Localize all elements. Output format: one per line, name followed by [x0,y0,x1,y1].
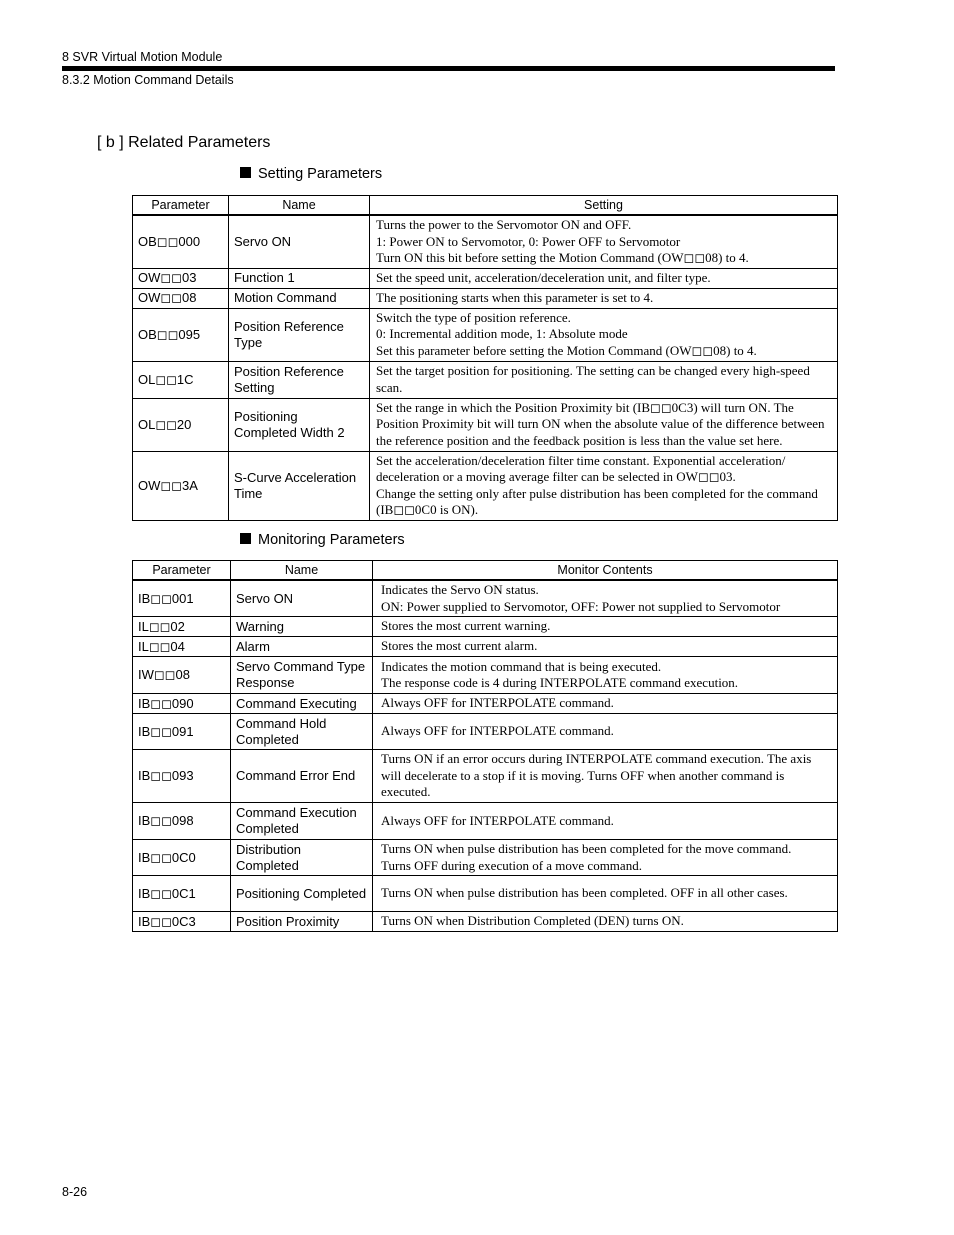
param-cell: IB◻◻098 [133,803,231,840]
table-row [133,803,838,840]
param-cell: OB◻◻000 [133,215,229,268]
monitoring-parameters-heading [240,532,405,548]
contents-cell: Always OFF for INTERPOLATE command. [373,714,838,750]
table-row [133,451,838,520]
column-header-parameter: Parameter [133,196,229,216]
param-cell: OW◻◻3A [133,451,229,520]
contents-cell: Always OFF for INTERPOLATE command. [373,694,838,714]
section-title: [ b ] Related Parameters [97,134,271,151]
table-row [133,308,838,361]
header-rule [62,66,835,71]
name-cell: Command Execution Completed [231,803,373,840]
param-cell: IB◻◻091 [133,714,231,750]
table-row [133,398,838,451]
name-cell: Positioning Completed Width 2 [229,398,370,451]
contents-cell: Indicates the Servo ON status. ON: Power supplied to Servomotor, OFF: Power not supplied to Servomotor [373,580,838,617]
param-cell: IB◻◻0C0 [133,840,231,876]
table-row [133,288,838,308]
param-cell: IB◻◻0C1 [133,876,231,912]
param-cell: OW◻◻03 [133,268,229,288]
table-row [133,580,838,617]
table-header-row [133,196,838,216]
setting-cell: Turns the power to the Servomotor ON and OFF. 1: Power ON to Servomotor, 0: Power OFF to Servomotor Turn ON this bit before setting the Motion Command (OW◻◻08) to 4. [370,215,838,268]
table-row [133,714,838,750]
contents-cell: Always OFF for INTERPOLATE command. [373,803,838,840]
name-cell: Servo Command Type Response [231,657,373,694]
param-cell: IB◻◻090 [133,694,231,714]
chapter-header: 8 SVR Virtual Motion Module [62,50,223,64]
column-header-name: Name [229,196,370,216]
contents-cell: Turns ON when pulse distribution has been completed. OFF in all other cases. [373,876,838,912]
contents-cell: Turns ON if an error occurs during INTERPOLATE command execution. The axis will decelerate to a stop if it is moving. Turns OFF when another command is executed. [373,750,838,803]
contents-cell: Stores the most current alarm. [373,637,838,657]
name-cell: Command Executing [231,694,373,714]
table-row [133,617,838,637]
setting-parameters-heading [240,166,382,182]
param-cell: OW◻◻08 [133,288,229,308]
name-cell: Servo ON [229,215,370,268]
setting-cell: The positioning starts when this parameter is set to 4. [370,288,838,308]
subsection-header: 8.3.2 Motion Command Details [62,73,234,87]
column-header-name: Name [231,561,373,581]
table-row [133,876,838,912]
param-cell: IL◻◻04 [133,637,231,657]
table-row [133,268,838,288]
name-cell: Position Reference Setting [229,361,370,398]
setting-parameters-table [132,195,838,521]
square-bullet-icon [240,167,251,178]
monitoring-parameters-title: Monitoring Parameters [258,532,405,548]
page-number: 8-26 [62,1185,88,1199]
name-cell: Distribution Completed [231,840,373,876]
name-cell: Positioning Completed [231,876,373,912]
column-header-setting: Setting [370,196,838,216]
name-cell: Position Reference Type [229,308,370,361]
table-row [133,840,838,876]
setting-cell: Set the target position for positioning. The setting can be changed every high-speed scan. [370,361,838,398]
monitoring-parameters-table [132,560,838,932]
param-cell: IW◻◻08 [133,657,231,694]
name-cell: Command Error End [231,750,373,803]
setting-cell: Set the speed unit, acceleration/deceleration unit, and filter type. [370,268,838,288]
setting-parameters-title: Setting Parameters [258,166,383,182]
table-row [133,694,838,714]
param-cell: IL◻◻02 [133,617,231,637]
contents-cell: Stores the most current warning. [373,617,838,637]
param-cell: OL◻◻20 [133,398,229,451]
name-cell: Alarm [231,637,373,657]
setting-cell: Switch the type of position reference. 0: Incremental addition mode, 1: Absolute mode Set this parameter before setting the Motion Command (OW◻◻08) to 4. [370,308,838,361]
table-row [133,657,838,694]
table-row [133,361,838,398]
name-cell: Motion Command [229,288,370,308]
name-cell: Command Hold Completed [231,714,373,750]
name-cell: S-Curve Acceleration Time [229,451,370,520]
param-cell: OB◻◻095 [133,308,229,361]
setting-cell: Set the range in which the Position Proximity bit (IB◻◻0C3) will turn ON. The Position Proximity bit will turn ON when the absolute value of the difference between the reference position and the feedback position is less than the value set here. [370,398,838,451]
table-row [133,750,838,803]
contents-cell: Turns ON when Distribution Completed (DEN) turns ON. [373,912,838,932]
name-cell: Function 1 [229,268,370,288]
param-cell: IB◻◻0C3 [133,912,231,932]
table-header-row [133,561,838,581]
table-row [133,637,838,657]
contents-cell: Turns ON when pulse distribution has been completed for the move command. Turns OFF during execution of a move command. [373,840,838,876]
setting-cell: Set the acceleration/deceleration filter time constant. Exponential acceleration/ deceleration or a moving average filter can be selected in OW◻◻03. Change the setting only after pulse distribution has been completed for the command (IB◻◻0C0 is ON). [370,451,838,520]
column-header-monitor-contents: Monitor Contents [373,561,838,581]
param-cell: IB◻◻001 [133,580,231,617]
name-cell: Servo ON [231,580,373,617]
table-row [133,912,838,932]
table-row [133,215,838,268]
column-header-parameter: Parameter [133,561,231,581]
contents-cell: Indicates the motion command that is being executed. The response code is 4 during INTERPOLATE command execution. [373,657,838,694]
square-bullet-icon [240,533,251,544]
param-cell: OL◻◻1C [133,361,229,398]
param-cell: IB◻◻093 [133,750,231,803]
name-cell: Position Proximity [231,912,373,932]
name-cell: Warning [231,617,373,637]
